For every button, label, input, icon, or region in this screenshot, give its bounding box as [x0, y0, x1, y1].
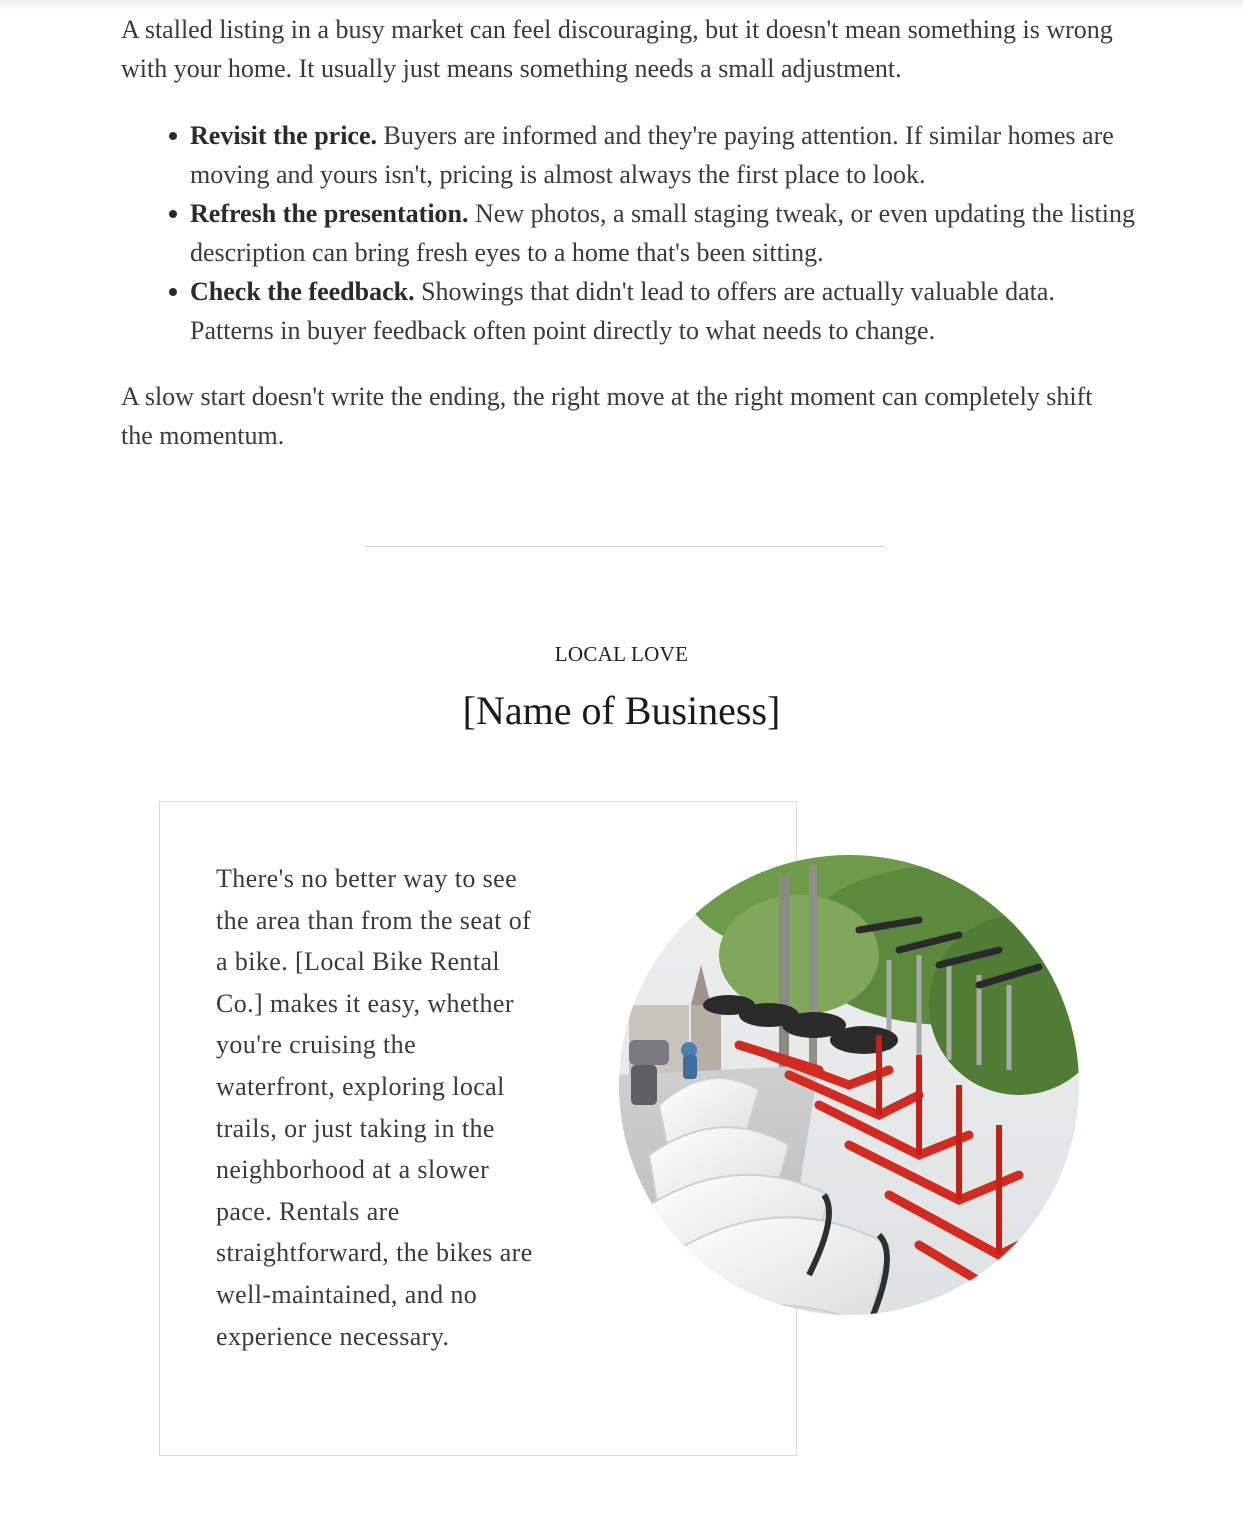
- tip-body: Buyers are informed and they're paying attention. If similar homes are moving and yours isn't, pricing is almost always the first place to look.: [190, 121, 1114, 189]
- tips-list: [190, 116, 1140, 350]
- tip-title: Revisit the price.: [190, 121, 378, 150]
- section-divider: [364, 546, 885, 547]
- tip-body: New photos, a small staging tweak, or even updating the listing description can bring fresh eyes to a home that's been sitting.: [190, 199, 1136, 267]
- tip-title: Refresh the presentation.: [190, 199, 469, 228]
- list-item: [190, 194, 1140, 272]
- intro-paragraph: A stalled listing in a busy market can feel discouraging, but it doesn't mean something is wrong with your home. It usually just means something needs a small adjustment.: [121, 15, 1113, 83]
- tip-body: Showings that didn't lead to offers are actually valuable data. Patterns in buyer feedback often point directly to what needs to change.: [190, 277, 1055, 345]
- top-shadow: [0, 0, 1243, 10]
- feature-description: There's no better way to see the area than from the seat of a bike. [Local Bike Rental Co.] makes it easy, whether you're cruising the waterfront, exploring local trails, or just taking in the neighborhood at a slower pace. Rentals are straightforward, the bikes are well-maintained, and no experience necessary.: [216, 864, 533, 1351]
- business-name-heading: [Name of Business]: [462, 688, 781, 733]
- section-eyebrow: LOCAL LOVE: [554, 642, 689, 666]
- bike-rental-photo: [619, 855, 1079, 1315]
- list-item: [190, 272, 1140, 350]
- list-item: [190, 116, 1140, 194]
- closing-paragraph: A slow start doesn't write the ending, the right move at the right moment can completely shift the momentum.: [121, 382, 1093, 450]
- tip-title: Check the feedback.: [190, 277, 415, 306]
- bikes-illustration: [619, 855, 1079, 1315]
